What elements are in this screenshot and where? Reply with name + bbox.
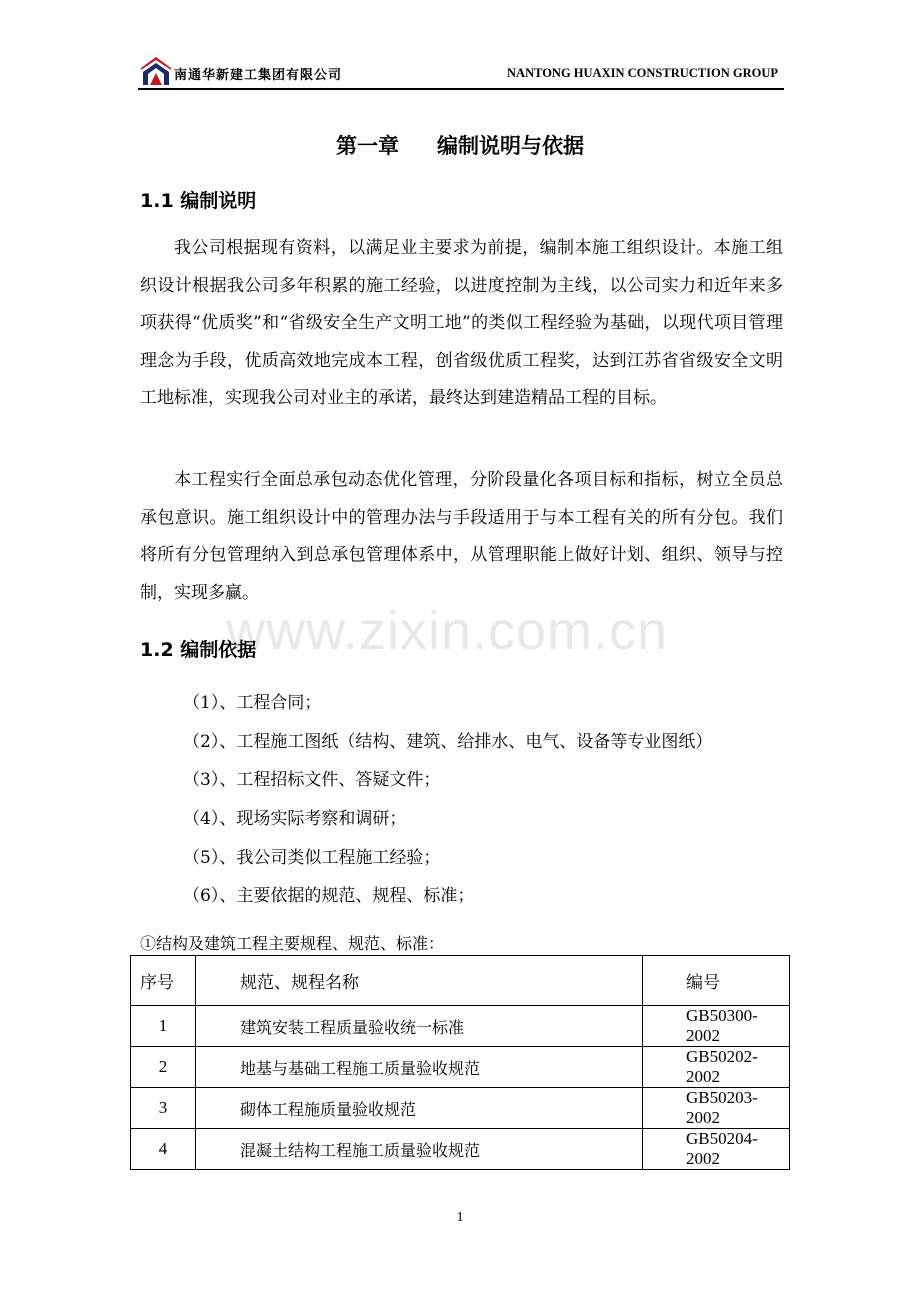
row-name: 砌体工程施质量验收规范 xyxy=(196,1088,643,1129)
company-name-en: NANTONG HUAXIN CONSTRUCTION GROUP xyxy=(507,66,778,80)
row-code: GB50203-2002 xyxy=(643,1088,790,1129)
header-name: 规范、规程名称 xyxy=(196,956,643,1006)
list-item: （6）、主要依据的规范、规程、标准； xyxy=(183,886,475,906)
watermark: www.zixin.com.cn xyxy=(226,601,669,661)
company-logo-icon xyxy=(140,56,172,86)
list-item: （1）、工程合同； xyxy=(183,693,322,713)
company-name-cn: 南通华新建工集团有限公司 xyxy=(174,68,343,83)
row-index: 1 xyxy=(131,1006,196,1047)
chapter-title xyxy=(0,130,920,160)
header-code: 编号 xyxy=(643,956,790,1006)
section-2-title: 1.2 编制依据 xyxy=(140,639,257,661)
list-item: （5）、我公司类似工程施工经验； xyxy=(183,848,441,868)
table-row xyxy=(131,1129,790,1170)
table-row xyxy=(131,1088,790,1129)
page-header xyxy=(138,52,784,90)
header-index: 序号 xyxy=(131,956,196,1006)
row-code: GB50202-2002 xyxy=(643,1047,790,1088)
row-index: 4 xyxy=(131,1129,196,1170)
row-name: 地基与基础工程施工质量验收规范 xyxy=(196,1047,643,1088)
list-item: （2）、工程施工图纸（结构、建筑、给排水、电气、设备等专业图纸） xyxy=(183,732,713,752)
row-index: 2 xyxy=(131,1047,196,1088)
row-name: 建筑安装工程质量验收统一标准 xyxy=(196,1006,643,1047)
list-item: （4）、现场实际考察和调研； xyxy=(183,809,407,829)
paragraph-2: 本工程实行全面总承包动态优化管理，分阶段量化各项目标和指标，树立全员总承包意识。施工组织设计中的管理办法与手段适用于与本工程有关的所有分包。我们将所有分包管理纳入到总承包管理体系中，从管理职能上做好计划、组织、领导与控制，实现多赢。 xyxy=(140,470,783,603)
table-caption: ①结构及建筑工程主要规程、规范、标准： xyxy=(140,934,445,953)
table-row xyxy=(131,1006,790,1047)
row-code: GB50204-2002 xyxy=(643,1129,790,1170)
section-1-title: 1.1 编制说明 xyxy=(140,190,257,212)
row-index: 3 xyxy=(131,1088,196,1129)
chapter-number: 第一章 xyxy=(336,134,399,158)
table-row xyxy=(131,1047,790,1088)
paragraph-1: 我公司根据现有资料，以满足业主要求为前提，编制本施工组织设计。本施工组织设计根据我公司多年积累的施工经验，以进度控制为主线，以公司实力和近年来多项获得“优质奖”和“省级安全生产文明工地”的类似工程经验为基础，以现代项目管理理念为手段，优质高效地完成本工程，创省级优质工程奖，达到江苏省省级安全文明工地标准，实现我公司对业主的承诺，最终达到建造精品工程的目标。 xyxy=(140,238,783,408)
standards-table xyxy=(130,955,790,1170)
page-number: 1 xyxy=(456,1210,464,1225)
list-item: （3）、工程招标文件、答疑文件； xyxy=(183,770,441,790)
row-name: 混凝土结构工程施工质量验收规范 xyxy=(196,1129,643,1170)
row-code: GB50300-2002 xyxy=(643,1006,790,1047)
table-header-row xyxy=(131,956,790,1006)
chapter-name: 编制说明与依据 xyxy=(437,134,584,158)
